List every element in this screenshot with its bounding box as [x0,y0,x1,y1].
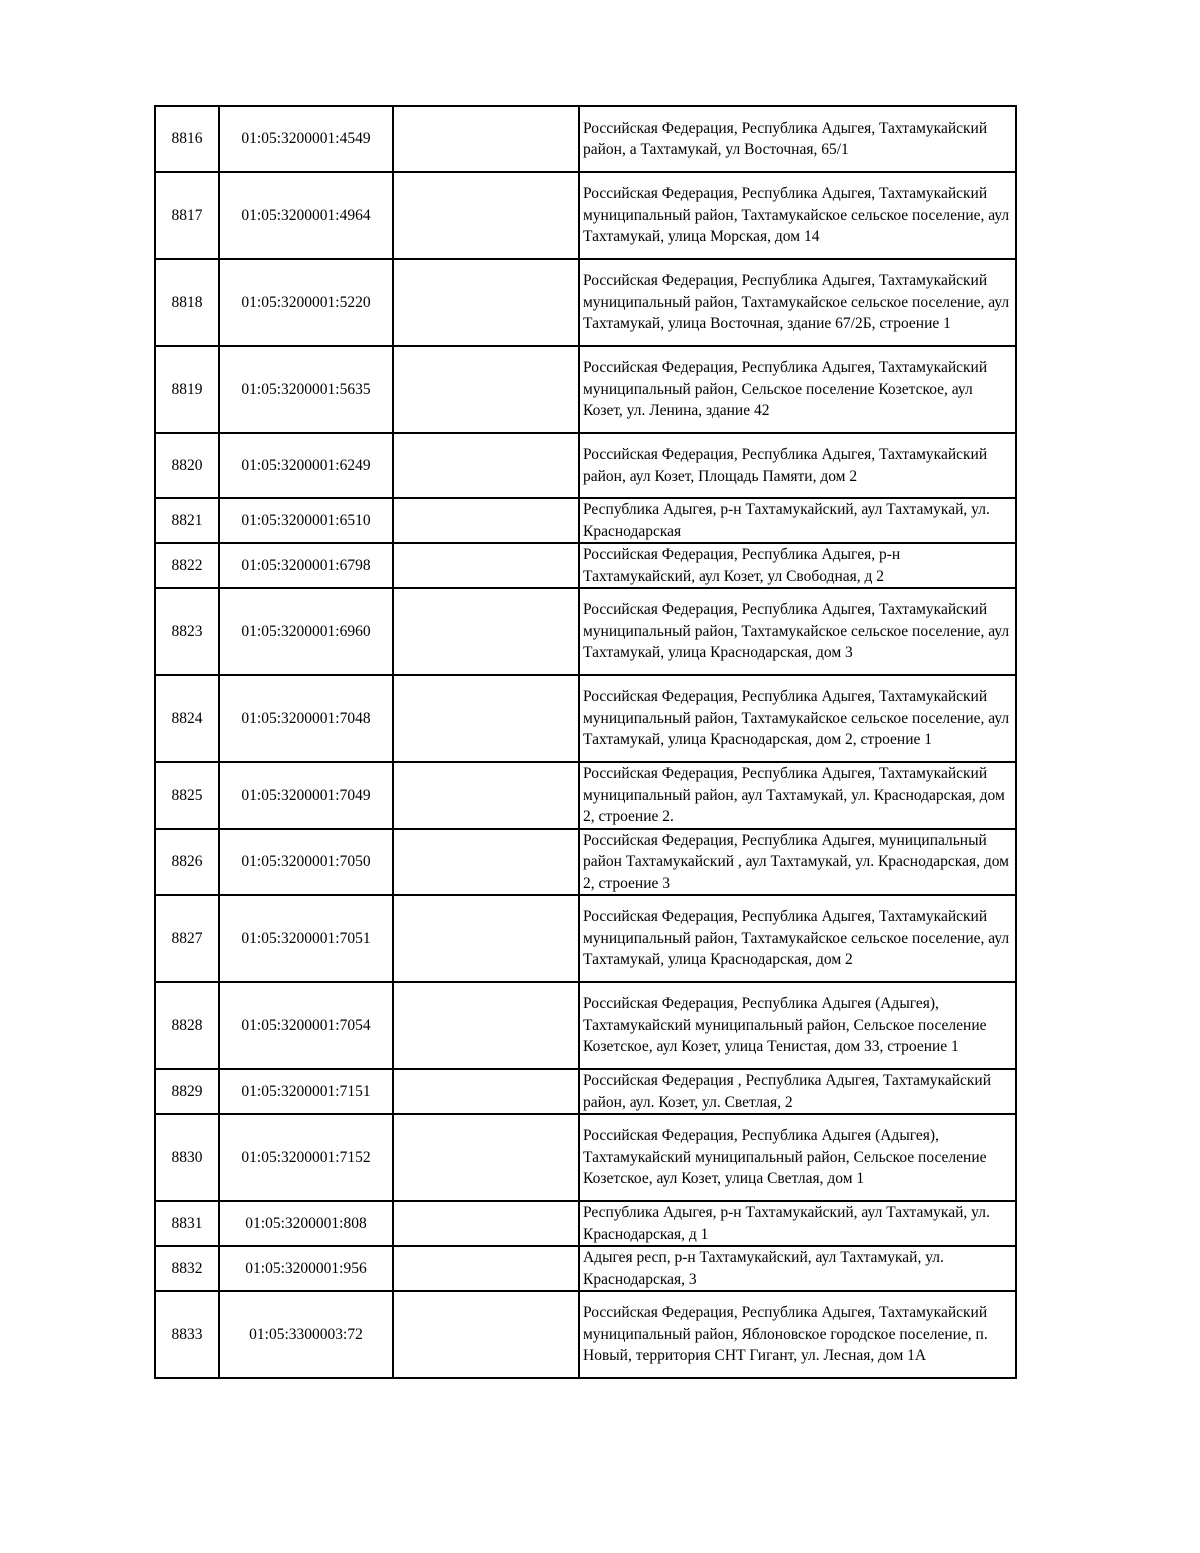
cadastral-number-cell: 01:05:3200001:808 [219,1201,393,1246]
empty-cell [393,498,579,543]
row-number-cell: 8826 [155,829,219,896]
address-cell: Российская Федерация, Республика Адыгея, Тахтамукайский муниципальный район, Тахтамукайское сельское поселение, аул Тахтамукай, улица Краснодарская, дом 3 [579,588,1016,675]
empty-cell [393,106,579,172]
address-table [154,105,1017,1379]
table-row [155,1069,1016,1114]
table-row [155,543,1016,588]
address-cell: Республика Адыгея, р-н Тахтамукайский, аул Тахтамукай, ул. Краснодарская [579,498,1016,543]
row-number-cell: 8832 [155,1246,219,1291]
cadastral-number-cell: 01:05:3200001:956 [219,1246,393,1291]
cadastral-number-cell: 01:05:3200001:6798 [219,543,393,588]
table-row [155,762,1016,829]
row-number-cell: 8816 [155,106,219,172]
cadastral-number-cell: 01:05:3200001:5635 [219,346,393,433]
row-number-cell: 8817 [155,172,219,259]
row-number-cell: 8823 [155,588,219,675]
row-number-cell: 8820 [155,433,219,498]
address-cell: Российская Федерация, Республика Адыгея, Тахтамукайский муниципальный район, Сельское поселение Козетское, аул Козет, ул. Ленина, здание 42 [579,346,1016,433]
empty-cell [393,1201,579,1246]
address-cell: Российская Федерация, Республика Адыгея, Тахтамукайский муниципальный район, Тахтамукайское сельское поселение, аул Тахтамукай, улица Морская, дом 14 [579,172,1016,259]
address-cell: Российская Федерация, Республика Адыгея (Адыгея), Тахтамукайский муниципальный район, Сельское поселение Козетское, аул Козет, улица Тенистая, дом 33, строение 1 [579,982,1016,1069]
row-number-cell: 8828 [155,982,219,1069]
empty-cell [393,762,579,829]
row-number-cell: 8833 [155,1291,219,1378]
table-row [155,498,1016,543]
address-cell: Российская Федерация, Республика Адыгея, муниципальный район Тахтамукайский , аул Тахтамукай, ул. Краснодарская, дом 2, строение 3 [579,829,1016,896]
address-cell: Российская Федерация, Республика Адыгея, Тахтамукайский муниципальный район, Тахтамукайское сельское поселение, аул Тахтамукай, улица Краснодарская, дом 2, строение 1 [579,675,1016,762]
cadastral-number-cell: 01:05:3200001:7151 [219,1069,393,1114]
table-row [155,1201,1016,1246]
row-number-cell: 8827 [155,895,219,982]
table-row [155,588,1016,675]
table-row [155,1291,1016,1378]
address-cell: Российская Федерация, Республика Адыгея, Тахтамукайский район, а Тахтамукай, ул Восточная, 65/1 [579,106,1016,172]
row-number-cell: 8830 [155,1114,219,1201]
empty-cell [393,895,579,982]
row-number-cell: 8822 [155,543,219,588]
row-number-cell: 8818 [155,259,219,346]
address-cell: Российская Федерация , Республика Адыгея, Тахтамукайский район, аул. Козет, ул. Светлая, 2 [579,1069,1016,1114]
address-cell: Российская Федерация, Республика Адыгея, Тахтамукайский муниципальный район, Тахтамукайское сельское поселение, аул Тахтамукай, улица Краснодарская, дом 2 [579,895,1016,982]
cadastral-number-cell: 01:05:3200001:7048 [219,675,393,762]
empty-cell [393,259,579,346]
cadastral-number-cell: 01:05:3200001:7049 [219,762,393,829]
address-cell: Российская Федерация, Республика Адыгея, р-н Тахтамукайский, аул Козет, ул Свободная, д 2 [579,543,1016,588]
row-number-cell: 8831 [155,1201,219,1246]
empty-cell [393,543,579,588]
empty-cell [393,829,579,896]
cadastral-number-cell: 01:05:3200001:7050 [219,829,393,896]
cadastral-number-cell: 01:05:3200001:6510 [219,498,393,543]
cadastral-number-cell: 01:05:3300003:72 [219,1291,393,1378]
empty-cell [393,1114,579,1201]
cadastral-number-cell: 01:05:3200001:7051 [219,895,393,982]
empty-cell [393,172,579,259]
empty-cell [393,1069,579,1114]
table-row [155,433,1016,498]
row-number-cell: 8821 [155,498,219,543]
table-row [155,895,1016,982]
table-row [155,1246,1016,1291]
address-cell: Российская Федерация, Республика Адыгея, Тахтамукайский муниципальный район, Яблоновское городское поселение, п. Новый, территория СНТ Гигант, ул. Лесная, дом 1А [579,1291,1016,1378]
table-row [155,675,1016,762]
address-cell: Российская Федерация, Республика Адыгея (Адыгея), Тахтамукайский муниципальный район, Сельское поселение Козетское, аул Козет, улица Светлая, дом 1 [579,1114,1016,1201]
table-row [155,346,1016,433]
cadastral-number-cell: 01:05:3200001:7152 [219,1114,393,1201]
address-cell: Российская Федерация, Республика Адыгея, Тахтамукайский муниципальный район, Тахтамукайское сельское поселение, аул Тахтамукай, улица Восточная, здание 67/2Б, строение 1 [579,259,1016,346]
table-row [155,982,1016,1069]
row-number-cell: 8824 [155,675,219,762]
cadastral-number-cell: 01:05:3200001:6960 [219,588,393,675]
cadastral-number-cell: 01:05:3200001:6249 [219,433,393,498]
table-row [155,1114,1016,1201]
cadastral-number-cell: 01:05:3200001:7054 [219,982,393,1069]
empty-cell [393,588,579,675]
empty-cell [393,1291,579,1378]
table-row [155,106,1016,172]
empty-cell [393,1246,579,1291]
address-cell: Российская Федерация, Республика Адыгея, Тахтамукайский район, аул Козет, Площадь Памяти, дом 2 [579,433,1016,498]
empty-cell [393,675,579,762]
row-number-cell: 8829 [155,1069,219,1114]
cadastral-number-cell: 01:05:3200001:4964 [219,172,393,259]
address-cell: Адыгея респ, р-н Тахтамукайский, аул Тахтамукай, ул. Краснодарская, 3 [579,1246,1016,1291]
row-number-cell: 8819 [155,346,219,433]
empty-cell [393,982,579,1069]
empty-cell [393,346,579,433]
cadastral-number-cell: 01:05:3200001:4549 [219,106,393,172]
table-body [155,106,1016,1378]
address-cell: Российская Федерация, Республика Адыгея, Тахтамукайский муниципальный район, аул Тахтамукай, ул. Краснодарская, дом 2, строение 2. [579,762,1016,829]
table-row [155,259,1016,346]
table-row [155,829,1016,896]
row-number-cell: 8825 [155,762,219,829]
cadastral-number-cell: 01:05:3200001:5220 [219,259,393,346]
empty-cell [393,433,579,498]
table-row [155,172,1016,259]
address-cell: Республика Адыгея, р-н Тахтамукайский, аул Тахтамукай, ул. Краснодарская, д 1 [579,1201,1016,1246]
